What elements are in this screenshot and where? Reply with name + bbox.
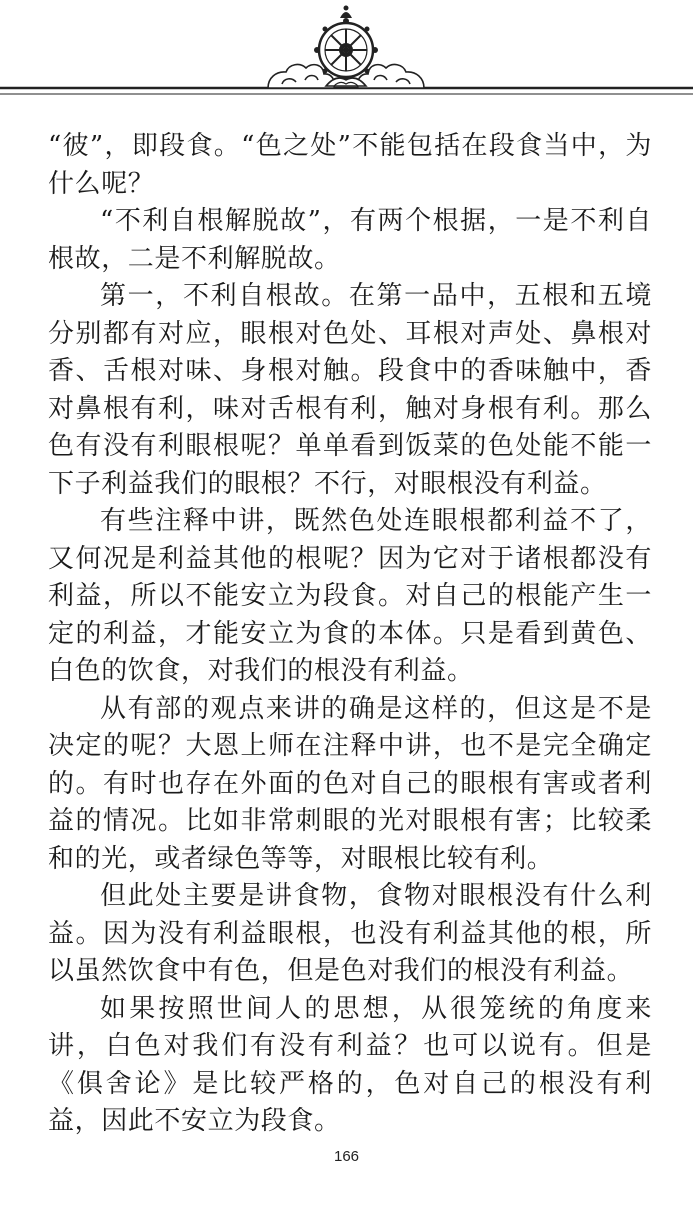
paragraph: “不利自根解脱故”，有两个根据，一是不利自根故，二是不利解脱故。 [48,206,652,274]
page-number: 166 [333,1148,360,1165]
paragraph: 如果按照世间人的思想，从很笼统的角度来讲，白色对我们有没有利益？也可以说有。但是《俱舍论》是比较严格的，色对自己的根没有利益，因此不安立为段食。 [48,993,652,1136]
paragraph: “彼”，即段食。“色之处”不能包括在段食当中，为什么呢？ [48,131,652,199]
header-ornament [0,0,693,110]
body-text [48,128,652,1141]
paragraph: 但此处主要是讲食物，食物对眼根没有什么利益。因为没有利益眼根，也没有利益其他的根，所以虽然饮食中有色，但是色对我们的根没有利益。 [48,881,652,986]
paragraph: 从有部的观点来讲的确是这样的，但这是不是决定的呢？大恩上师在注释中讲，也不是完全确定的。有时也存在外面的色对自己的眼根有害或者利益的情况。比如非常刺眼的光对眼根有害；比较柔和的光，或者绿色等等，对眼根比较有利。 [48,693,652,874]
paragraph: 第一，不利自根故。在第一品中，五根和五境分别都有对应，眼根对色处、耳根对声处、鼻根对香、舌根对味、身根对触。段食中的香味触中，香对鼻根有利，味对舌根有利，触对身根有利。那么色有没有利眼根呢？单单看到饭菜的色处能不能一下子利益我们的眼根？不行，对眼根没有利益。 [48,281,652,499]
paragraph: 有些注释中讲，既然色处连眼根都利益不了，又何况是利益其他的根呢？因为它对于诸根都没有利益，所以不能安立为段食。对自己的根能产生一定的利益，才能安立为食的本体。只是看到黄色、白色的饮食，对我们的根没有利益。 [48,506,652,686]
header-rule [0,88,693,94]
